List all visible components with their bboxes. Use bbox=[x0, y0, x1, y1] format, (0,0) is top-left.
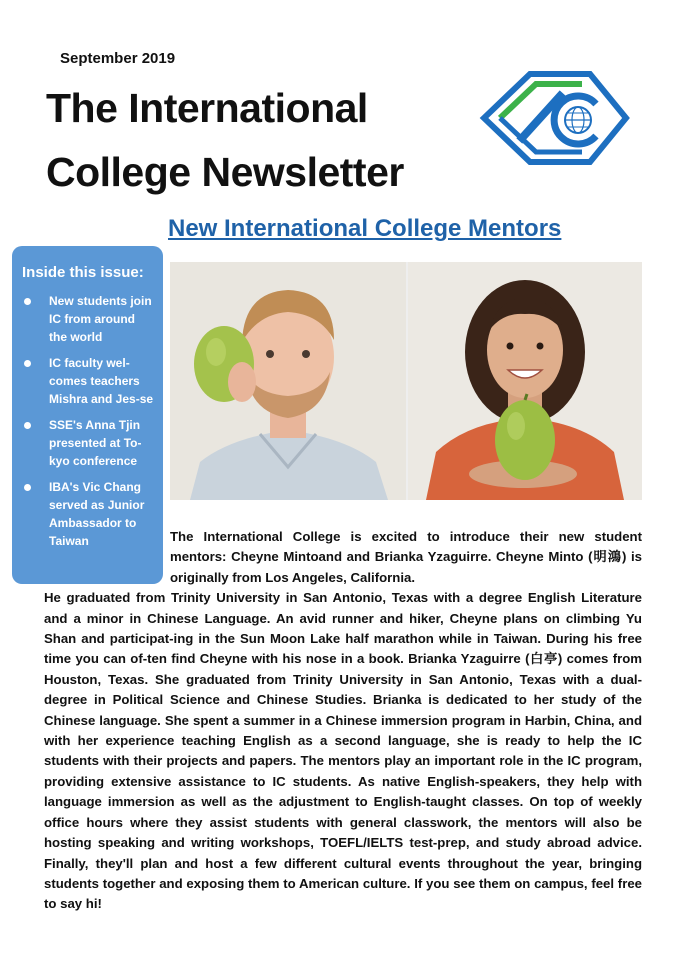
newsletter-title bbox=[46, 76, 404, 204]
mentor-photo-male bbox=[170, 262, 406, 500]
bullet-dot-icon bbox=[24, 360, 31, 367]
issue-item-label: IC faculty wel-comes teachers Mishra and Jes-se bbox=[49, 356, 154, 406]
issue-item-label: New students join IC from around the world bbox=[49, 294, 152, 344]
mentor-photos bbox=[170, 262, 642, 500]
ic-logo-icon bbox=[478, 68, 630, 170]
bullet-dot-icon bbox=[24, 484, 31, 491]
issue-item bbox=[12, 292, 155, 346]
issue-list bbox=[12, 292, 163, 558]
sidebar-title: Inside this issue: bbox=[22, 264, 144, 281]
photo-brianka bbox=[408, 262, 642, 500]
article-body bbox=[44, 527, 642, 915]
title-line-1: The International bbox=[46, 85, 368, 131]
article-intro: The International College is excited to introduce their new student mentors: Cheyne Mintoand and Brianka Yzaguirre. Cheyne Minto (明鴻) is originally from Los Angeles, California. bbox=[170, 529, 642, 585]
issue-item bbox=[12, 354, 155, 408]
bullet-dot-icon bbox=[24, 422, 31, 429]
issue-item-label: SSE's Anna Tjin presented at To-kyo conference bbox=[49, 418, 142, 468]
issue-date: September 2019 bbox=[60, 50, 176, 67]
article-headline: New International College Mentors bbox=[168, 215, 562, 242]
article-main: He graduated from Trinity University in San Antonio, Texas with a degree English Literature and a minor in Chinese Language. An avid runner and hiker, Cheyne plans on climbing Yu Shan and participat-ing in the Sun Moon Lake half marathon while in Taiwan. During his free time you can of-ten find Cheyne with his nose in a book. Brianka Yzaguirre (白亭) comes from Houston, Texas. She graduated from Trinity University in San Antonio, Texas with a dual-degree in Political Science and Chinese Studies. Brianka is dedicated to her study of the Chinese language. She spent a summer in a Chinese immersion program in Harbin, China, and with her experience teaching English as a second language, she is ready to help the IC students with their projects and papers. The mentors play an important role in the IC program, providing extensive assistance to IC students. As native English-speakers, they help with language immersion as well as the adjustment to English-taught classes. On top of weekly office hours where they assist students with general classwork, the mentors will also be hosting speaking and writing workshops, TOEFL/IELTS test-prep, and study abroad advice. Finally, they'll plan and host a few different cultural events throughout the year, bringing students together and exposing them to American culture. If you see them on campus, feel free to say hi! bbox=[44, 590, 642, 912]
issue-item bbox=[12, 416, 155, 470]
bullet-dot-icon bbox=[24, 298, 31, 305]
title-line-2: College Newsletter bbox=[46, 149, 404, 195]
photo-cheyne bbox=[170, 262, 406, 500]
mentor-photo-female bbox=[408, 262, 642, 500]
issue-item-label: IBA's Vic Chang served as Junior Ambassador to Taiwan bbox=[49, 480, 145, 548]
